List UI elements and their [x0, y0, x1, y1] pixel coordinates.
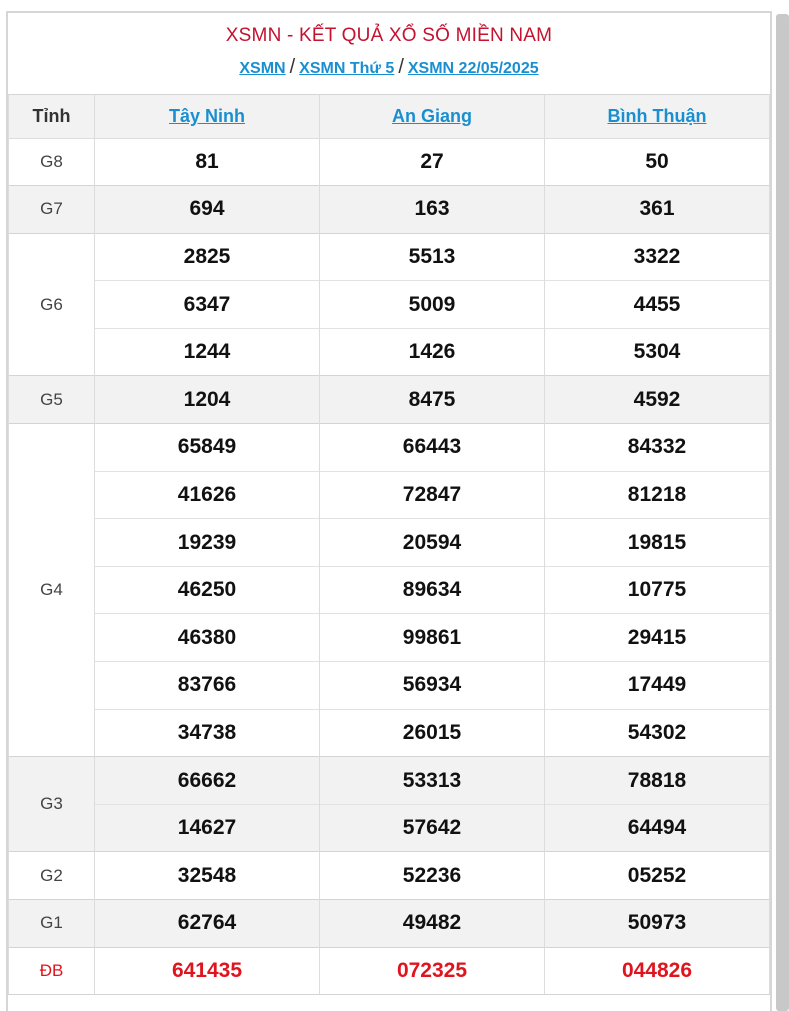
page-title: XSMN - KẾT QUẢ XỔ SỐ MIỀN NAM — [225, 25, 553, 46]
prize-number: 66662 — [95, 757, 320, 805]
prize-label: G7 — [9, 186, 95, 234]
prize-number: 64494 — [545, 804, 770, 852]
prize-label: G1 — [9, 900, 95, 948]
prize-number: 26015 — [320, 709, 545, 757]
prize-label: G6 — [9, 233, 95, 376]
table-row — [9, 424, 770, 472]
prize-label: G8 — [9, 138, 95, 186]
prize-number: 4592 — [545, 376, 770, 424]
prize-number: 49482 — [320, 900, 545, 948]
prize-number: 20594 — [320, 519, 545, 567]
province-column-header: Tỉnh — [9, 95, 95, 138]
prize-number: 32548 — [95, 852, 320, 900]
prize-number: 361 — [545, 186, 770, 234]
prize-label: G4 — [9, 424, 95, 757]
prize-number: 17449 — [545, 662, 770, 710]
prize-number: 5513 — [320, 233, 545, 281]
breadcrumb-separator: / — [289, 56, 296, 78]
prize-number: 6347 — [95, 281, 320, 329]
prize-number: 14627 — [95, 804, 320, 852]
breadcrumb-xsmn-link[interactable]: XSMN — [239, 60, 286, 77]
prize-number: 84332 — [545, 424, 770, 472]
results-card — [6, 11, 772, 1011]
prize-number: 19239 — [95, 519, 320, 567]
table-row — [9, 519, 770, 567]
prize-number: 54302 — [545, 709, 770, 757]
prize-number: 50 — [545, 138, 770, 186]
prize-number: 10775 — [545, 566, 770, 614]
results-table — [8, 95, 770, 995]
table-row — [9, 328, 770, 376]
prize-label: G3 — [9, 757, 95, 852]
results-header — [8, 13, 770, 95]
table-row — [9, 709, 770, 757]
prize-number: 05252 — [545, 852, 770, 900]
prize-number: 19815 — [545, 519, 770, 567]
prize-number: 57642 — [320, 804, 545, 852]
prize-number: 072325 — [320, 947, 545, 995]
prize-number: 5009 — [320, 281, 545, 329]
prize-number: 044826 — [545, 947, 770, 995]
table-row — [9, 281, 770, 329]
breadcrumb — [8, 57, 770, 79]
prize-number: 1426 — [320, 328, 545, 376]
prize-number: 8475 — [320, 376, 545, 424]
prize-number: 62764 — [95, 900, 320, 948]
prize-number: 72847 — [320, 471, 545, 519]
table-row — [9, 138, 770, 186]
province-header-tay-ninh — [95, 95, 320, 138]
breadcrumb-separator: / — [398, 56, 404, 78]
prize-number: 53313 — [320, 757, 545, 805]
table-row — [9, 900, 770, 948]
prize-number: 83766 — [95, 662, 320, 710]
province-link-binh-thuan[interactable]: Bình Thuận — [607, 105, 707, 126]
prize-number: 34738 — [95, 709, 320, 757]
table-row — [9, 233, 770, 281]
table-header-row — [9, 95, 770, 138]
prize-number: 694 — [95, 186, 320, 234]
prize-number: 81 — [95, 138, 320, 186]
prize-label: ĐB — [9, 947, 95, 995]
prize-number: 2825 — [95, 233, 320, 281]
province-header-an-giang — [320, 95, 545, 138]
prize-number: 5304 — [545, 328, 770, 376]
table-row — [9, 471, 770, 519]
prize-number: 99861 — [320, 614, 545, 662]
table-row — [9, 566, 770, 614]
prize-number: 27 — [320, 138, 545, 186]
prize-label: G2 — [9, 852, 95, 900]
breadcrumb-date-link[interactable]: XSMN 22/05/2025 — [407, 60, 539, 77]
table-row — [9, 757, 770, 805]
prize-number: 81218 — [545, 471, 770, 519]
scrollbar[interactable] — [776, 14, 789, 1011]
table-row — [9, 947, 770, 995]
prize-number: 1204 — [95, 376, 320, 424]
prize-label: G5 — [9, 376, 95, 424]
prize-number: 65849 — [95, 424, 320, 472]
table-row — [9, 186, 770, 234]
table-row — [9, 376, 770, 424]
prize-number: 41626 — [95, 471, 320, 519]
prize-number: 50973 — [545, 900, 770, 948]
prize-number: 163 — [320, 186, 545, 234]
prize-number: 3322 — [545, 233, 770, 281]
province-link-tay-ninh[interactable]: Tây Ninh — [168, 105, 245, 126]
province-header-binh-thuan — [545, 95, 770, 138]
table-row — [9, 614, 770, 662]
prize-number: 66443 — [320, 424, 545, 472]
prize-number: 1244 — [95, 328, 320, 376]
results-body — [9, 138, 770, 995]
prize-number: 46250 — [95, 566, 320, 614]
prize-number: 46380 — [95, 614, 320, 662]
prize-number: 29415 — [545, 614, 770, 662]
prize-number: 641435 — [95, 947, 320, 995]
breadcrumb-thu5-link[interactable]: XSMN Thứ 5 — [299, 60, 395, 77]
table-row — [9, 852, 770, 900]
prize-number: 56934 — [320, 662, 545, 710]
table-row — [9, 804, 770, 852]
prize-number: 89634 — [320, 566, 545, 614]
prize-number: 78818 — [545, 757, 770, 805]
prize-number: 4455 — [545, 281, 770, 329]
province-link-an-giang[interactable]: An Giang — [392, 105, 472, 126]
table-row — [9, 662, 770, 710]
prize-number: 52236 — [320, 852, 545, 900]
